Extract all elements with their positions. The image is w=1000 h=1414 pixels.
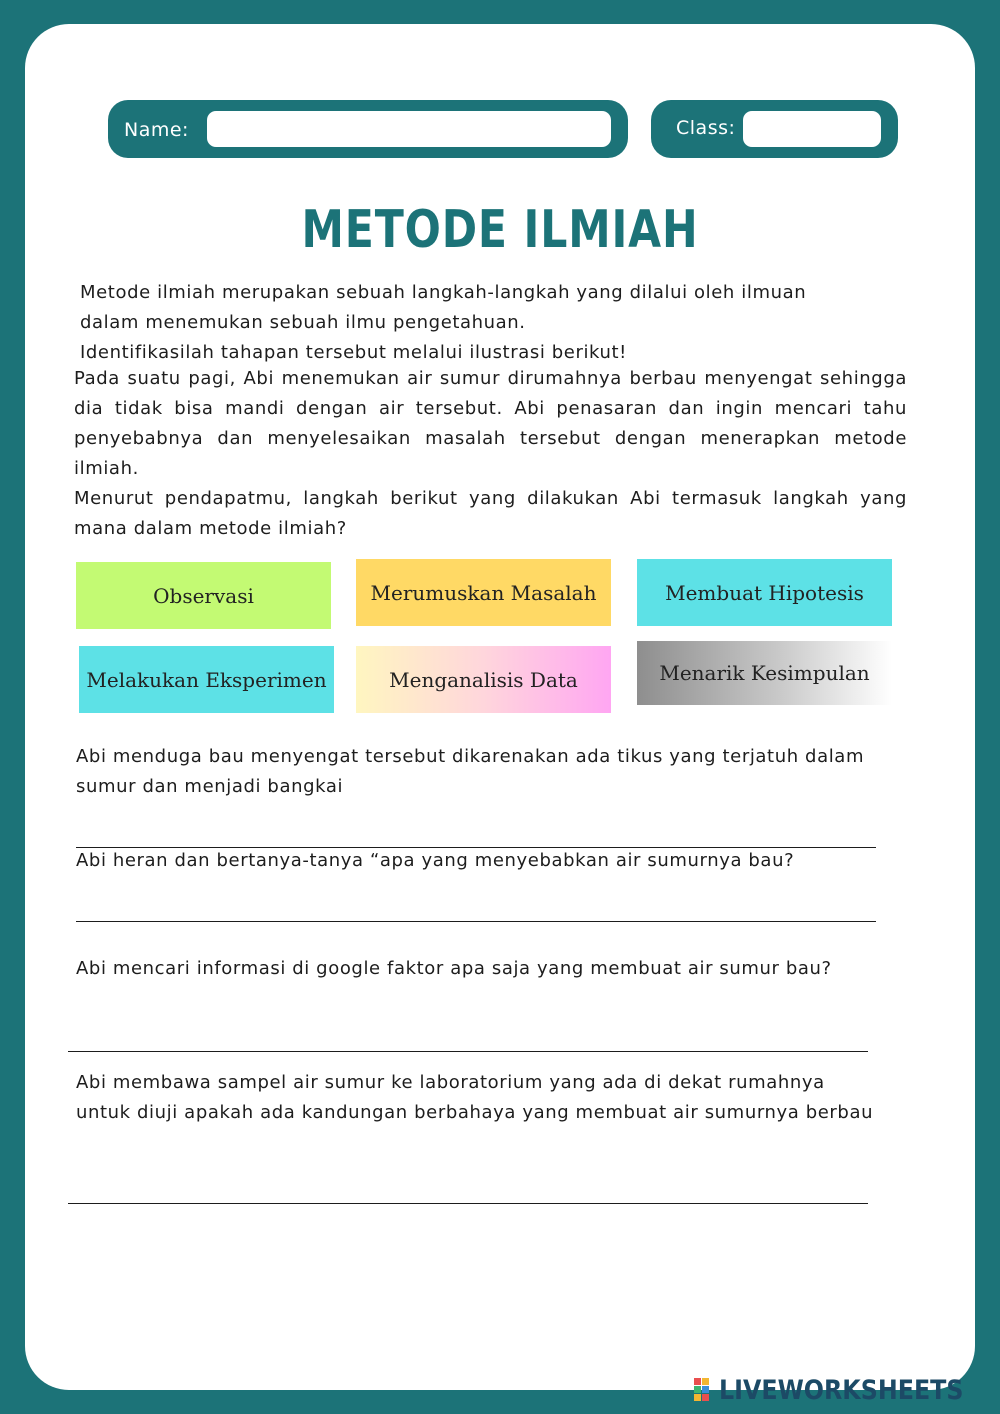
question-4: Abi membawa sampel air sumur ke laboratorium yang ada di dekat rumahnya untuk diuji apakah ada kandungan berbahaya yang membuat air sumurnya berbau: [76, 1072, 874, 1123]
answer-line-3[interactable]: [68, 1022, 868, 1050]
class-label: Class:: [676, 117, 736, 139]
liveworksheets-wordmark: LIVEWORKSHEETS: [719, 1374, 964, 1406]
answer-rule-2: [76, 921, 876, 922]
intro-line-2: dalam menemukan sebuah ilmu pengetahuan.: [80, 312, 526, 333]
liveworksheets-icon: [694, 1378, 716, 1402]
answer-line-4[interactable]: [68, 1174, 868, 1202]
name-input[interactable]: [207, 111, 611, 147]
page-title: METODE ILMIAH: [301, 200, 699, 260]
story-paragraph: Pada suatu pagi, Abi menemukan air sumur dirumahnya berbau menyengat sehingga dia tidak bisa mandi dengan air tersebut. Abi penasaran dan ingin mencari tahu penyebabnya dan menyelesaikan masalah tersebut dengan menerapkan metode ilmiah.: [74, 368, 907, 479]
question-1: Abi menduga bau menyengat tersebut dikarenakan ada tikus yang terjatuh dalam sumur dan menjadi bangkai: [76, 746, 865, 797]
answer-line-2[interactable]: [76, 892, 876, 920]
answer-rule-3: [68, 1051, 868, 1052]
liveworksheets-logo: [694, 1374, 997, 1406]
option-observasi[interactable]: Observasi: [76, 562, 331, 629]
intro-line-1: Metode ilmiah merupakan sebuah langkah-langkah yang dilalui oleh ilmuan: [80, 282, 807, 303]
answer-line-1[interactable]: [76, 818, 876, 846]
option-melakukan-eksperimen[interactable]: Melakukan Eksperimen: [79, 646, 334, 713]
intro-line-3: Identifikasilah tahapan tersebut melalui ilustrasi berikut!: [80, 342, 628, 363]
name-label: Name:: [124, 119, 189, 141]
option-menarik-kesimpulan[interactable]: Menarik Kesimpulan: [637, 641, 892, 705]
option-merumuskan-masalah[interactable]: Merumuskan Masalah: [356, 559, 611, 626]
question-prompt: Menurut pendapatmu, langkah berikut yang dilakukan Abi termasuk langkah yang mana dalam metode ilmiah?: [74, 488, 907, 539]
question-2: Abi heran dan bertanya-tanya “apa yang menyebabkan air sumurnya bau?: [76, 850, 795, 871]
option-menganalisis-data[interactable]: Menganalisis Data: [356, 646, 611, 713]
question-3: Abi mencari informasi di google faktor apa saja yang membuat air sumur bau?: [76, 958, 832, 979]
class-input[interactable]: [743, 111, 881, 147]
answer-rule-4: [68, 1203, 868, 1204]
option-membuat-hipotesis[interactable]: Membuat Hipotesis: [637, 559, 892, 626]
